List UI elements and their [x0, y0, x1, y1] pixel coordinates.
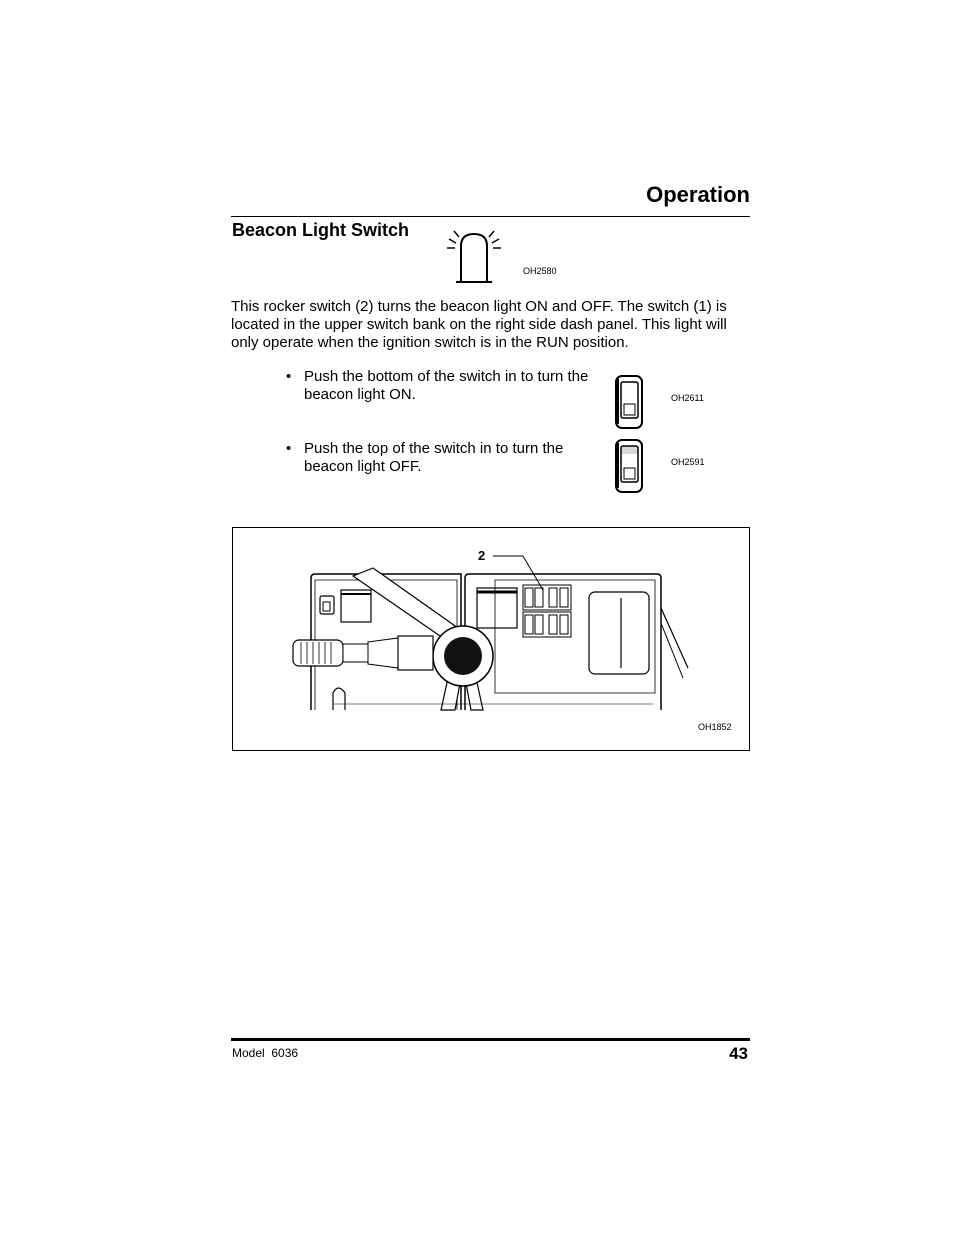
footer-model: Model 6036 [232, 1046, 299, 1060]
bullet-text: Push the top of the switch in to turn the beacon light OFF. [304, 440, 564, 475]
bullet-item [286, 368, 604, 404]
dash-panel-illustration [233, 528, 749, 750]
beacon-icon-code: OH2580 [523, 266, 557, 276]
switch-off-icon-code: OH2591 [671, 457, 705, 467]
figure-code: OH1852 [698, 722, 732, 732]
rocker-switch-on-icon [614, 374, 646, 430]
bullet-text: Push the bottom of the switch in to turn the beacon light ON. [304, 368, 589, 403]
rocker-switch-off-icon [614, 438, 646, 494]
bullet-marker: • [286, 368, 292, 385]
figure-callout: 2 [478, 548, 486, 563]
footer-rule [231, 1038, 750, 1041]
bullet-item [286, 440, 604, 476]
bullet-marker: • [286, 440, 292, 457]
header-rule [231, 216, 750, 217]
switch-on-icon-code: OH2611 [671, 393, 704, 403]
chapter-title: Operation [646, 182, 750, 207]
beacon-light-icon [445, 226, 505, 286]
body-paragraph: This rocker switch (2) turns the beacon light ON and OFF. The switch (1) is located in the upper switch bank on the right side dash panel. This light will only operate when the ignition switch is in the RUN position. [231, 298, 727, 351]
page-number: 43 [729, 1044, 748, 1063]
section-heading: Beacon Light Switch [232, 220, 410, 240]
